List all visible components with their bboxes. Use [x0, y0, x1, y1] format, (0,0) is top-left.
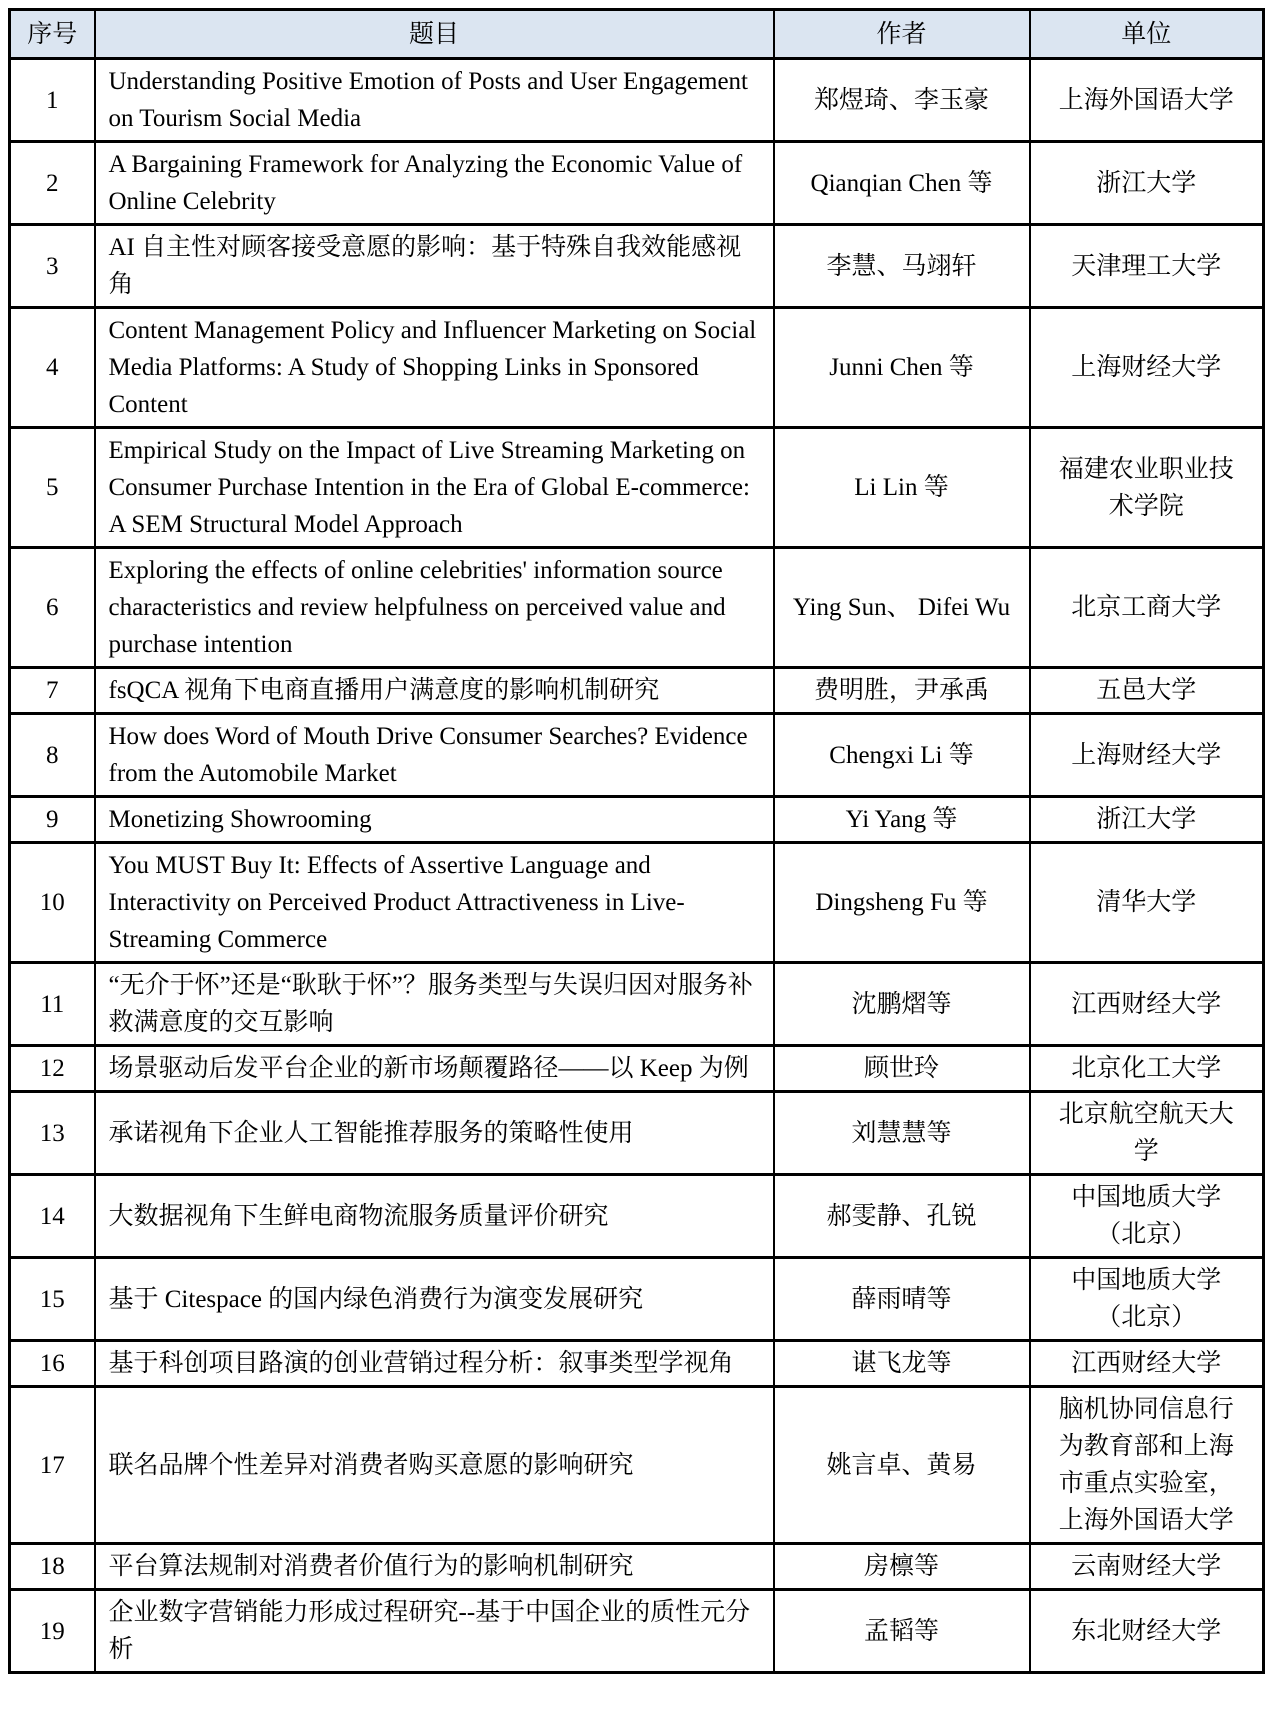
affiliation-cell: 天津理工大学: [1030, 225, 1264, 308]
row-number-cell: 6: [10, 548, 95, 668]
title-cell: Monetizing Showrooming: [95, 797, 774, 843]
table-row: [10, 1175, 1264, 1258]
row-number-cell: 2: [10, 142, 95, 225]
affiliation-cell: 上海外国语大学: [1030, 59, 1264, 142]
author-cell: 孟韬等: [774, 1590, 1030, 1673]
author-cell: Ying Sun、 Difei Wu: [774, 548, 1030, 668]
author-cell: 沈鹏熠等: [774, 963, 1030, 1046]
affiliation-cell: 五邑大学: [1030, 668, 1264, 714]
author-cell: Yi Yang 等: [774, 797, 1030, 843]
affiliation-cell: 浙江大学: [1030, 142, 1264, 225]
row-number-cell: 7: [10, 668, 95, 714]
row-number-cell: 1: [10, 59, 95, 142]
title-cell: 基于科创项目路演的创业营销过程分析：叙事类型学视角: [95, 1341, 774, 1387]
row-number-cell: 13: [10, 1092, 95, 1175]
author-cell: Dingsheng Fu 等: [774, 843, 1030, 963]
row-number-cell: 8: [10, 714, 95, 797]
row-number-cell: 3: [10, 225, 95, 308]
title-cell: How does Word of Mouth Drive Consumer Searches? Evidence from the Automobile Market: [95, 714, 774, 797]
header-author: 作者: [774, 10, 1030, 59]
author-cell: Li Lin 等: [774, 428, 1030, 548]
affiliation-cell: 中国地质大学（北京）: [1030, 1175, 1264, 1258]
table-row: [10, 428, 1264, 548]
title-cell: Understanding Positive Emotion of Posts and User Engagement on Tourism Social Media: [95, 59, 774, 142]
papers-table: [8, 8, 1265, 1674]
table-row: [10, 1590, 1264, 1673]
table-row: [10, 548, 1264, 668]
row-number-cell: 5: [10, 428, 95, 548]
table-row: [10, 308, 1264, 428]
author-cell: 郑煜琦、李玉豪: [774, 59, 1030, 142]
affiliation-cell: 北京航空航天大学: [1030, 1092, 1264, 1175]
row-number-cell: 15: [10, 1258, 95, 1341]
affiliation-cell: 上海财经大学: [1030, 714, 1264, 797]
title-cell: Content Management Policy and Influencer Marketing on Social Media Platforms: A Study of Shopping Links in Sponsored Content: [95, 308, 774, 428]
row-number-cell: 17: [10, 1387, 95, 1544]
title-cell: “无介于怀”还是“耿耿于怀”？服务类型与失误归因对服务补救满意度的交互影响: [95, 963, 774, 1046]
header-row: [10, 10, 1264, 59]
header-no: 序号: [10, 10, 95, 59]
table-row: [10, 1544, 1264, 1590]
author-cell: Chengxi Li 等: [774, 714, 1030, 797]
author-cell: 郝雯静、孔锐: [774, 1175, 1030, 1258]
table-row: [10, 963, 1264, 1046]
row-number-cell: 4: [10, 308, 95, 428]
table-row: [10, 843, 1264, 963]
row-number-cell: 19: [10, 1590, 95, 1673]
title-cell: 场景驱动后发平台企业的新市场颠覆路径——以 Keep 为例: [95, 1046, 774, 1092]
header-affiliation: 单位: [1030, 10, 1264, 59]
row-number-cell: 11: [10, 963, 95, 1046]
table-row: [10, 1092, 1264, 1175]
affiliation-cell: 云南财经大学: [1030, 1544, 1264, 1590]
affiliation-cell: 中国地质大学（北京）: [1030, 1258, 1264, 1341]
table-row: [10, 1046, 1264, 1092]
title-cell: 企业数字营销能力形成过程研究--基于中国企业的质性元分析: [95, 1590, 774, 1673]
title-cell: 大数据视角下生鲜电商物流服务质量评价研究: [95, 1175, 774, 1258]
table-row: [10, 1258, 1264, 1341]
author-cell: 薛雨晴等: [774, 1258, 1030, 1341]
affiliation-cell: 脑机协同信息行为教育部和上海市重点实验室，上海外国语大学: [1030, 1387, 1264, 1544]
header-title: 题目: [95, 10, 774, 59]
affiliation-cell: 东北财经大学: [1030, 1590, 1264, 1673]
table-row: [10, 225, 1264, 308]
affiliation-cell: 清华大学: [1030, 843, 1264, 963]
title-cell: AI 自主性对顾客接受意愿的影响：基于特殊自我效能感视角: [95, 225, 774, 308]
author-cell: 顾世玲: [774, 1046, 1030, 1092]
title-cell: 基于 Citespace 的国内绿色消费行为演变发展研究: [95, 1258, 774, 1341]
table-row: [10, 142, 1264, 225]
table-row: [10, 797, 1264, 843]
author-cell: 费明胜，尹承禹: [774, 668, 1030, 714]
table-row: [10, 1387, 1264, 1544]
title-cell: fsQCA 视角下电商直播用户满意度的影响机制研究: [95, 668, 774, 714]
title-cell: 平台算法规制对消费者价值行为的影响机制研究: [95, 1544, 774, 1590]
title-cell: You MUST Buy It: Effects of Assertive Language and Interactivity on Perceived Product Attractiveness in Live-Streaming Commerce: [95, 843, 774, 963]
affiliation-cell: 浙江大学: [1030, 797, 1264, 843]
affiliation-cell: 上海财经大学: [1030, 308, 1264, 428]
author-cell: 李慧、马翊轩: [774, 225, 1030, 308]
author-cell: Qianqian Chen 等: [774, 142, 1030, 225]
author-cell: 姚言卓、黄易: [774, 1387, 1030, 1544]
affiliation-cell: 福建农业职业技术学院: [1030, 428, 1264, 548]
title-cell: 联名品牌个性差异对消费者购买意愿的影响研究: [95, 1387, 774, 1544]
title-cell: A Bargaining Framework for Analyzing the Economic Value of Online Celebrity: [95, 142, 774, 225]
row-number-cell: 10: [10, 843, 95, 963]
title-cell: Empirical Study on the Impact of Live Streaming Marketing on Consumer Purchase Intention in the Era of Global E-commerce: A SEM Structural Model Approach: [95, 428, 774, 548]
title-cell: Exploring the effects of online celebrities' information source characteristics and review helpfulness on perceived value and purchase intention: [95, 548, 774, 668]
row-number-cell: 18: [10, 1544, 95, 1590]
affiliation-cell: 北京工商大学: [1030, 548, 1264, 668]
row-number-cell: 16: [10, 1341, 95, 1387]
affiliation-cell: 江西财经大学: [1030, 1341, 1264, 1387]
row-number-cell: 12: [10, 1046, 95, 1092]
author-cell: Junni Chen 等: [774, 308, 1030, 428]
row-number-cell: 9: [10, 797, 95, 843]
table-row: [10, 714, 1264, 797]
affiliation-cell: 江西财经大学: [1030, 963, 1264, 1046]
affiliation-cell: 北京化工大学: [1030, 1046, 1264, 1092]
author-cell: 谌飞龙等: [774, 1341, 1030, 1387]
author-cell: 刘慧慧等: [774, 1092, 1030, 1175]
table-row: [10, 668, 1264, 714]
table-row: [10, 59, 1264, 142]
author-cell: 房檩等: [774, 1544, 1030, 1590]
row-number-cell: 14: [10, 1175, 95, 1258]
table-row: [10, 1341, 1264, 1387]
title-cell: 承诺视角下企业人工智能推荐服务的策略性使用: [95, 1092, 774, 1175]
